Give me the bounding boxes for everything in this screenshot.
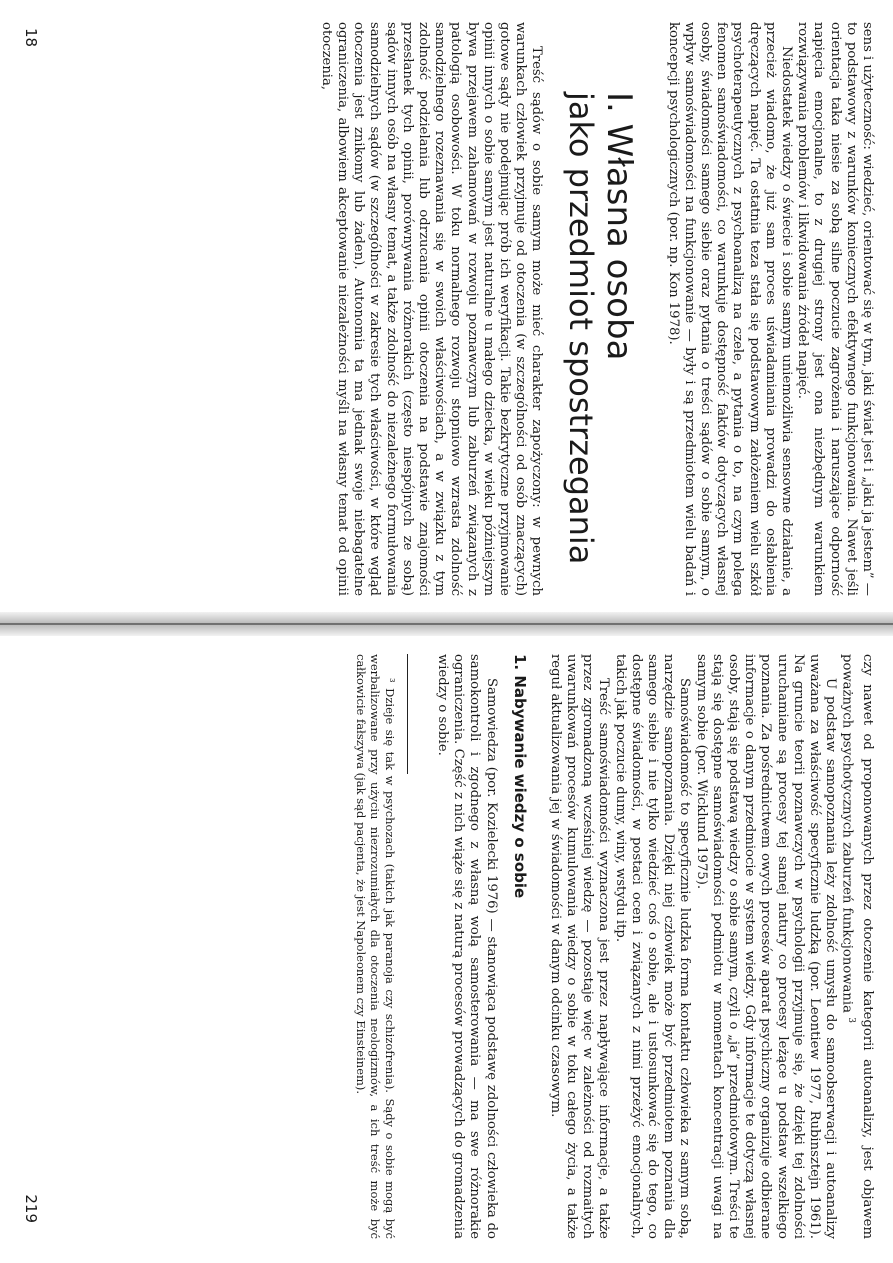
right-page: [0, 624, 893, 1263]
right-paragraph-4: Samowiedza (por. Kozielecki 1976) — stanowiąca podstawę zdolności człowieka do samokontroli i zgodnego z własną wolą samosterowania — ma swe różnorakie ograniczenia. Część z nich wiąże się z naturą procesów prowadzących do gromadzenia wiedzy o sobie.: [434, 654, 499, 1239]
left-paragraph-2: Treść sądów o sobie samym może mieć charakter zapożyczony: w pewnych warunkach człowiek przyjmuje od otoczenia (w szczególności od osób znaczących) gotowe sądy nie podejmując prób ich weryfikacji. Takie bezkrytyczne przyjmowanie opinii innych o sobie samym jest naturalne u małego dziecka, w wieku późniejszym bywa przejawem zahamowań w rozwoju poznawczym lub zaburzeń związanych z patologią osobowości. W toku normalnego rozwoju stopniowo wzrasta zdolność samodzielnego rozeznawania się w swoich właściwościach, a w związku z tym zdolność podzielania lub odrzucania opinii otoczenia na podstawie znajomości przesłanek tych opinii, porównywania różnorakich (często niespójnych ze sobą) sądów innych osób na własny temat, a także zdolność do niezależnego formułowania samodzielnych sądów (w szczególności w zakresie tych właściwości, w które wgląd otoczenia jest znikomy lub żaden). Autonomia ta ma jednak swoje niebagatelne ograniczenia, albowiem akceptowanie niezależności myśli na własny temat od opinii otoczenia,: [318, 22, 545, 596]
footnote-rule: [407, 654, 408, 774]
left-paragraph-1: Niedostatek wiedzy o świecie i sobie samym uniemożliwia sensowne działanie, a przecież wiadomo, że już sam proces uświadamiania prowadzi do osłabienia dręczących napięć. Ta ostatnia teza stała się podstawowym założeniem wielu szkół psychoterapeutycznych z psychoanalizą na czele, a pytania o to, na czym polega fenomen samoświadomości, co warunkuje dostępność faktów dotyczących własnej osoby, świadomości samego siebie oraz pytania o treści sądów o sobie samym, o wpływ samoświadomości na funkcjonowanie — były i są przedmiotem wielu badań i koncepcji psychologicznych (por. np. Kon 1978).: [665, 22, 794, 596]
right-paragraph-2: Samoświadomość to specyficznie ludzka forma kontaktu człowieka z samym sobą, narzędzie samopoznania. Dzięki niej człowiek może być przedmiotem poznania dla samego siebie i nie tylko wiedzieć coś o sobie, ale i ustosunkować się do tego, co dostępne świadomości, w postaci ocen i związanych z nimi przeżyć emocjonalnych, takich jak poczucie dumy, winy, wstydu itp.: [612, 654, 693, 1239]
right-lead-paragraph: [838, 654, 875, 1239]
chapter-heading: [562, 92, 638, 596]
left-page: [0, 0, 893, 624]
left-lead-paragraph: sens i użyteczność: wiedzieć, orientować się w tym, jaki świat jest i „jaki ja jestem” — to podstawowy z warunków koniecznych efektywnego funkcjonowania. Nawet jeśli orientacja taka niesie za sobą silne poczucie zagrożenia i naruszające odporność napięcia emocjonalne, to z drugiej strony jest ona niezbędnym warunkiem rozwiązywania problemów i likwidowania źródeł napięć.: [795, 22, 875, 596]
right-paragraph-3: Treść samoświadomości wyznaczona jest przez napływające informacje, a także przez zgromadzoną wcześniej wiedzę — pozostaje więc w zależności od rozmaitych uwarunkowań procesów kumulowania wiedzy o sobie w toku całego życia, a także reguł aktualizowania jej w świadomości w danym odcinku czasowym.: [547, 654, 612, 1239]
section-heading: 1. Nabywanie wiedzy o sobie: [510, 654, 529, 899]
right-lead-text: czy nawet od proponowanych przez otoczenie kategorii autoanalizy, jest objawem poważnych psychotycznych zaburzeń funkcjonowania: [839, 654, 875, 1239]
footnote-marker: 3: [845, 1017, 856, 1023]
left-page-number: 18: [22, 28, 40, 48]
chapter-number: I. Własna osoba: [599, 92, 640, 361]
footnote: ³ Dzieje się tak w psychozach (takich jak paranoja czy schizofrenia). Sądy o sobie mogą być werbalizowane przy użyciu niezrozumiałych dla otoczenia neologizmów, a ich treść może być całkowicie fałszywa (jak sąd pacjenta, że jest Napoleonem czy Einsteinem).: [353, 654, 397, 1239]
right-page-number: 219: [22, 1194, 40, 1223]
chapter-title: jako przedmiot spostrzegania: [562, 92, 601, 565]
right-paragraph-1: U podstaw samopoznania leży zdolność umysłu do samoobserwacji i autoanalizy uważana za właściwość specyficznie ludzką (por. Leontiew 1977, Rubinsztejn 1961). Na gruncie teorii poznawczych w psychologii przyjmuje się, że dzięki tej zdolności uruchamiane są procesy tej samej natury co procesy leżące u podstaw wszelkiego poznania. Za pośrednictwem owych procesów aparat psychiczny organizuje odbierane informacje o danym przedmiocie w system wiedzy. Gdy informacje te dotyczą własnej osoby, stają się podstawą wiedzy o sobie samym, czyli o „ja” przedmiotowym. Treści te stają się dostępne samoświadomości podmiotu w momentach koncentracji uwagi na samym sobie (por. Wicklund 1975).: [693, 654, 839, 1239]
